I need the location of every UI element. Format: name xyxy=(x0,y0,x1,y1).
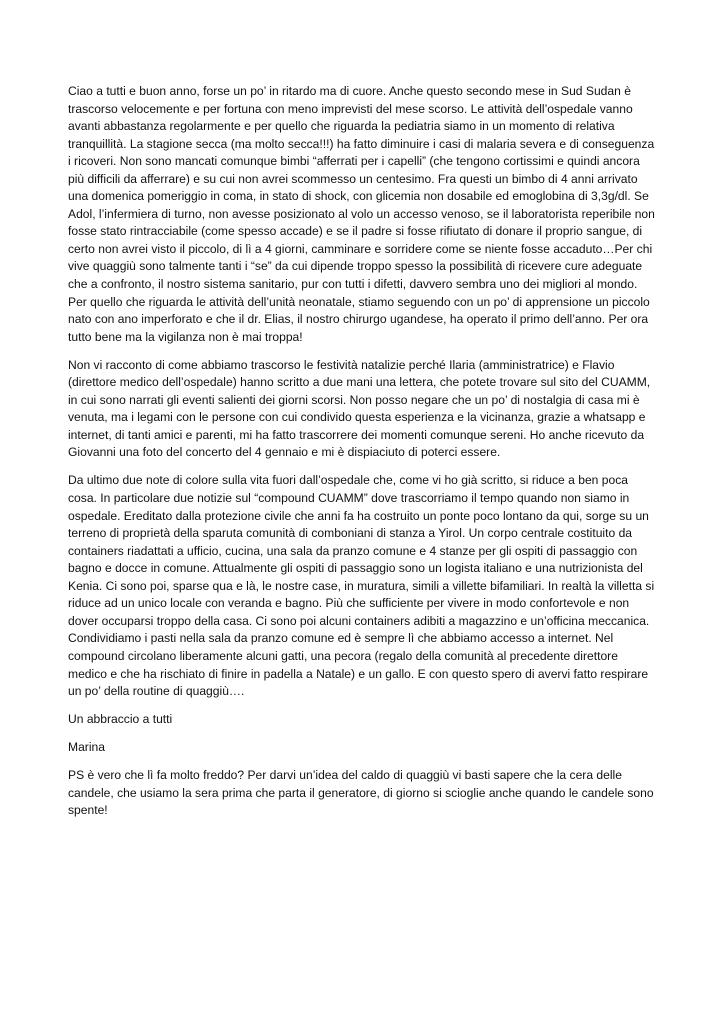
closing-greeting: Un abbraccio a tutti xyxy=(68,712,173,727)
signature-name: Marina xyxy=(68,740,105,755)
paragraph-holidays: Non vi racconto di come abbiamo trascorso le festività natalizie perché Ilaria (amministratrice) e Flavio (direttore medico dell’ospedale) hanno scritto a due mani una lettera, che potete trovare sul sito del CUAMM, in cui sono narrati gli eventi salienti dei giorni scorsi. Non posso negare che un po’ di nostalgia di casa mi è venuta, ma i legami con le persone con cui condivido questa esperienza e la vicinanza, grazie a whatsapp e internet, di tanti amici e parenti, mi ha fatto trascorrere dei momenti comunque sereni. Ho anche ricevuto da Giovanni una foto del concerto del 4 gennaio e mi è dispiaciuto di poterci essere. xyxy=(68,357,651,460)
letter-body xyxy=(68,83,658,830)
paragraph-opening: Ciao a tutti e buon anno, forse un po’ in ritardo ma di cuore. Anche questo secondo mese in Sud Sudan è trascorso velocemente e per fortuna con meno imprevisti del mese scorso. Le attività dell’ospedale vanno avanti abbastanza regolarmente e per quello che riguarda la pediatria siamo in un momento di relativa tranquillità. La stagione secca (ma molto secca!!!) ha fatto diminuire i casi di malaria severa e di conseguenza i ricoveri. Non sono mancati comunque bimbi “afferrati per i capelli” (che tengono cortissimi e quindi ancora più difficili da afferrare) e su cui non avrei scommesso un centesimo. Fra questi un bimbo di 4 anni arrivato una domenica pomeriggio in coma, in stato di shock, con glicemia non dosabile ed emoglobina di 3,3g/dl. Se Adol, l’infermiera di turno, non avesse posizionato al volo un accesso venoso, se il laboratorista reperibile non fosse stato rintracciabile (come spesso accade) e se il padre si fosse rifiutato di donare il proprio sangue, di certo non avrei visto il piccolo, di lì a 4 giorni, camminare e sorridere come se niente fosse accaduto…Per chi vive quaggiù sono talmente tanti i “se” da cui dipende troppo spesso la possibilità di ricevere cure adeguate che a confronto, il nostro sistema sanitario, pur con tutti i difetti, davvero sembra uno dei migliori al mondo. Per quello che riguarda le attività dell’unità neonatale, stiamo seguendo con un po’ di apprensione un piccolo nato con ano imperforato e che il dr. Elias, il nostro chirurgo ugandese, ha operato il primo dell’anno. Per ora tutto bene ma la vigilanza non è mai troppa! xyxy=(68,84,655,344)
paragraph-compound: Da ultimo due note di colore sulla vita fuori dall’ospedale che, come vi ho già scritto, si riduce a ben poca cosa. In particolare due notizie sul “compound CUAMM” dove trascorriamo il tempo quando non siamo in ospedale. Ereditato dalla protezione civile che anni fa ha costruito un ponte poco lontano da qui, sorge su un terreno di proprietà della sparuta comunità di comboniani di stanza a Yirol. Un corpo centrale costituito da containers riadattati a ufficio, cucina, una sala da pranzo comune e 4 stanze per gli ospiti di passaggio con bagno e docce in comune. Attualmente gli ospiti di passaggio sono un logista italiano e una nutrizionista del Kenia. Ci sono poi, sparse qua e là, le nostre case, in muratura, simili a villette bifamiliari. In realtà la villetta si riduce ad un unico locale con veranda e bagno. Più che sufficiente per vivere in modo confortevole e non dover occuparsi troppo della casa. Ci sono poi alcuni containers adibiti a magazzino e un’officina meccanica. Condividiamo i pasti nella sala da pranzo comune ed è sempre lì che abbiamo accesso a internet. Nel compound circolano liberamente alcuni gatti, una pecora (regalo della comunità al precedente direttore medico e che ha rischiato di finire in padella a Natale) e un gallo. E con questo spero di avervi fatto respirare un po’ della routine di quaggiù…. xyxy=(68,473,655,699)
postscript: PS è vero che lì fa molto freddo? Per darvi un’idea del caldo di quaggiù vi basti sapere che la cera delle candele, che usiamo la sera prima che parta il generatore, di giorno si scioglie anche quando le candele sono spente! xyxy=(68,768,654,818)
